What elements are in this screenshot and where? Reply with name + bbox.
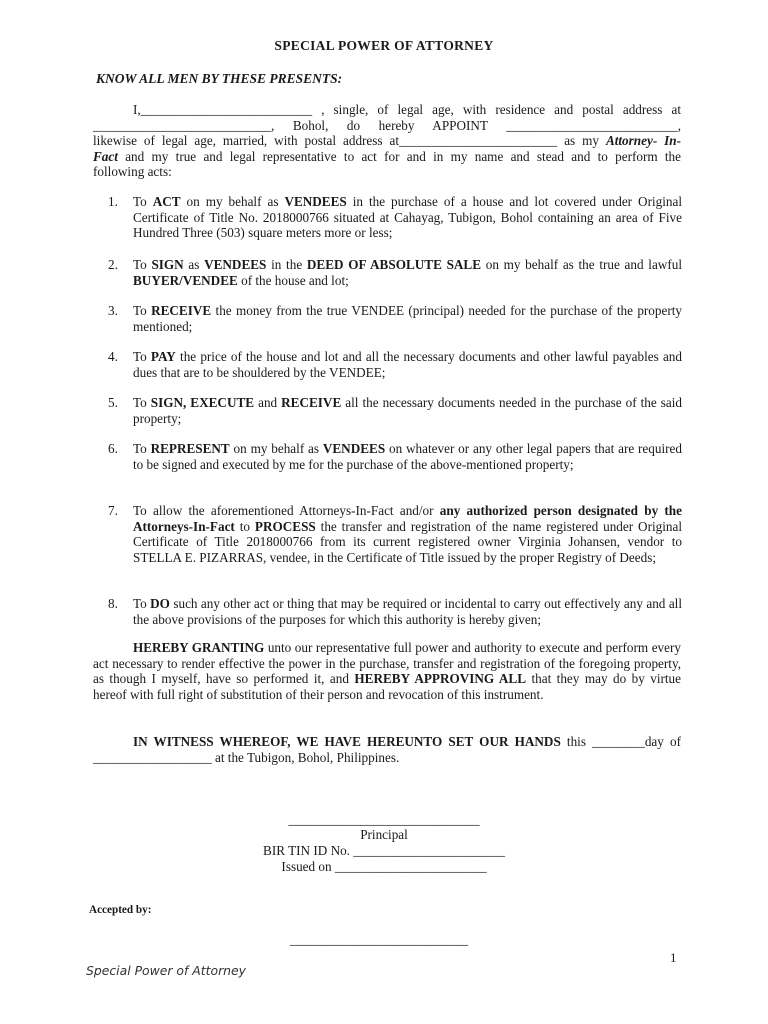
text-run: the transfer and registration of the name registered under Original Certificate of Title 2018000766 from its current registered owner Virginia Johansen, vendor to STELLA E. PIZARRAS, vendee, in the Certificate of Title issued by the proper Registry of Deeds; (133, 518, 682, 565)
accepted-by-label: Accepted by: (89, 904, 152, 916)
act-item-number: 2. (108, 257, 118, 272)
act-item-text (133, 303, 682, 334)
accepted-by-signature-line: ___________________________ (290, 932, 469, 947)
bold-phrase: RECEIVE (281, 395, 342, 410)
act-item-number: 1. (108, 194, 118, 209)
intro-line-2: ___________________________, Bohol, do hereby APPOINT __________________________, (93, 117, 681, 133)
act-item (108, 503, 682, 565)
text-run: that they may do by virtue hereof with full right of substitution of their person and revocation of this instrument. (93, 671, 681, 702)
bold-phrase: IN WITNESS WHEREOF, WE HAVE HEREUNTO SET OUR HANDS (133, 734, 561, 749)
text-run: such any other act or thing that may be required or incidental to carry out effectively any and all the above provisions of the purposes for which this authority is hereby given; (133, 596, 682, 627)
text-run: in the (266, 257, 307, 272)
text-run: this ________day of __________________ at the Tubigon, Bohol, Philippines. (93, 734, 681, 765)
bold-phrase: HEREBY GRANTING (133, 640, 265, 655)
granting-paragraph (93, 640, 681, 702)
text-run: as (183, 257, 205, 272)
text-run: To (133, 349, 151, 364)
bold-phrase: SIGN, EXECUTE (150, 395, 255, 410)
text-run: To allow the aforementioned Attorneys-In-Fact and/or (133, 503, 440, 518)
intro-line-4 (93, 149, 681, 165)
act-item-number: 5. (108, 395, 118, 410)
act-item (108, 349, 682, 380)
bold-phrase: RECEIVE (151, 303, 212, 318)
opening-phrase: KNOW ALL MEN BY THESE PRESENTS: (96, 71, 343, 86)
bold-phrase: REPRESENT (150, 441, 230, 456)
act-item-number: 3. (108, 303, 118, 318)
bold-phrase: VENDEES (204, 257, 267, 272)
text-run: on my behalf as (229, 441, 323, 456)
text-run: of the house and lot; (237, 272, 349, 288)
text-run: on whatever or any other legal papers that are required to be signed and executed by me for the purchase of the above-mentioned property; (133, 441, 682, 472)
text-run: To (133, 596, 151, 611)
bold-phrase: DO (150, 596, 170, 611)
bold-phrase: VENDEES (284, 194, 347, 209)
document-title: SPECIAL POWER OF ATTORNEY (274, 38, 494, 53)
intro-line-1: I,__________________________ , single, of legal age, with residence and postal address at (133, 102, 681, 117)
text-run: on my behalf as the true and lawful (481, 257, 682, 272)
attorney-in-fact-label-1: Attorney- In- (605, 133, 682, 149)
bold-phrase: DEED OF ABSOLUTE SALE (306, 257, 482, 272)
attorney-in-fact-label-2: Fact (93, 148, 118, 164)
intro-line-3-text: likewise of legal age, married, with postal address at________________________ as my (93, 133, 599, 149)
act-item-text (133, 257, 682, 288)
intro-line-5: following acts: (93, 164, 172, 180)
act-item (108, 257, 682, 288)
act-item-number: 6. (108, 441, 118, 456)
bold-phrase: any authorized person designated by the Attorneys-In-Fact (133, 503, 682, 534)
text-run: unto our representative full power and authority to execute and perform every act necessary to render effective the power in the purchase, transfer and registration of the foregoing property, as though I myself, have so performed it, and (93, 640, 681, 687)
bold-phrase: VENDEES (322, 441, 386, 456)
text-run: and (254, 395, 282, 410)
text-run: all the necessary documents needed in the purchase of the said property; (133, 395, 682, 426)
act-item-text (133, 395, 682, 426)
footer-text: Special Power of Attorney (86, 963, 246, 978)
act-item-text (133, 441, 682, 472)
bir-tin-field: BIR TIN ID No. _______________________ (263, 843, 505, 858)
text-run: the price of the house and lot and all the necessary documents and other lawful payables and dues that are to be shouldered by the VENDEE; (133, 349, 682, 380)
text-run: To (133, 303, 152, 318)
text-run: To (133, 395, 151, 410)
act-item-text (133, 503, 682, 565)
act-item (108, 395, 682, 426)
bold-phrase: HEREBY APPROVING ALL (354, 671, 527, 687)
act-item-text (133, 349, 682, 380)
intro-line-4-text: and my true and legal representative to act for and in my name and stead and to perform the (117, 148, 681, 164)
act-item (108, 303, 682, 334)
signature-line: _____________________________ (288, 812, 480, 827)
bold-phrase: PAY (150, 349, 176, 364)
page-number: 1 (670, 950, 677, 965)
issued-on-field: Issued on _______________________ (281, 859, 487, 874)
act-item (108, 441, 682, 472)
act-item-number: 4. (108, 349, 118, 364)
witness-paragraph (93, 734, 681, 765)
act-item-number: 7. (108, 503, 118, 518)
text-run: To (133, 194, 153, 209)
principal-label: Principal (360, 827, 408, 842)
intro-line-3 (93, 133, 681, 149)
act-item-number: 8. (108, 596, 118, 611)
act-item-text (133, 596, 682, 627)
text-run: the money from the true VENDEE (principal) needed for the purchase of the property mentioned; (133, 303, 682, 334)
bold-phrase: SIGN (151, 257, 184, 272)
act-item-text (133, 194, 682, 241)
bold-phrase: ACT (152, 194, 181, 209)
act-item (108, 596, 682, 627)
intro-paragraph (93, 102, 681, 180)
bold-phrase: PROCESS (254, 518, 316, 534)
bold-phrase: BUYER/VENDEE (133, 272, 238, 288)
text-run: on my behalf as (180, 194, 285, 209)
act-item (108, 194, 682, 241)
text-run: to (234, 518, 255, 534)
text-run: in the purchase of a house and lot covered under Original Certificate of Title No. 2018000766 situated at Cahayag, Tubigon, Bohol containing an area of Five Hundred Three (503) square meters more or less; (133, 194, 682, 241)
text-run: To (133, 441, 151, 456)
text-run: To (133, 257, 152, 272)
